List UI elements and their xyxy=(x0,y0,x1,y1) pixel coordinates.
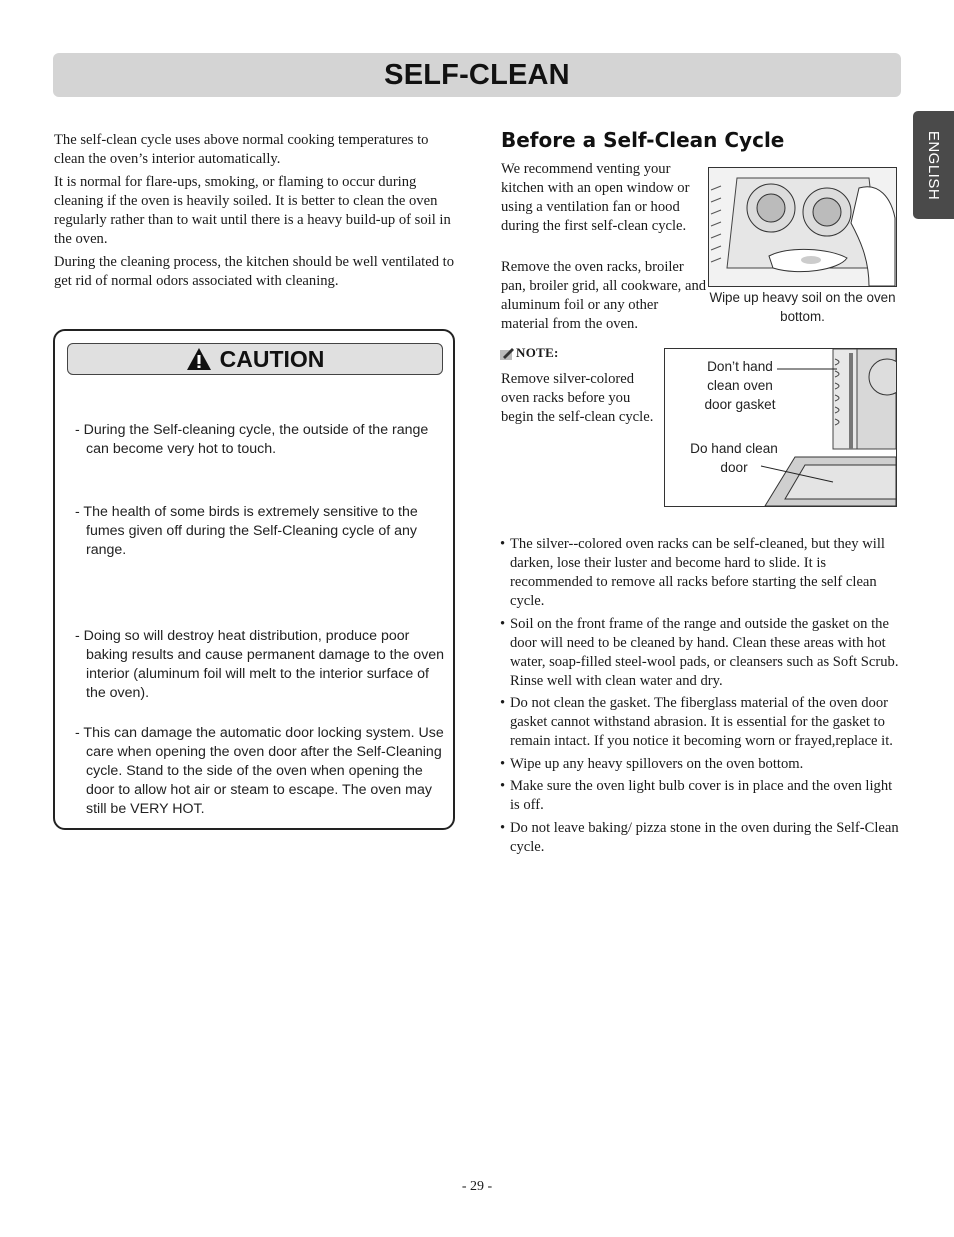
intro-paragraph: During the cleaning process, the kitchen should be well ventilated to get rid of normal odors associated with cleaning. xyxy=(54,254,455,289)
remove-items-paragraph: Remove the oven racks, broiler pan, broiler grid, all cookware, and aluminum foil or any other material from the oven. xyxy=(501,259,707,332)
oven-door-gasket-illustration xyxy=(664,348,897,507)
language-tab-label: ENGLISH xyxy=(925,130,943,200)
list-item: • Make sure the oven light bulb cover is in place and the oven light is off. xyxy=(500,777,900,815)
list-item: • The silver--colored oven racks can be self-cleaned, but they will darken, lose their luster and become hard to slide. It is recommended to remove all racks before starting the self clean cycle. xyxy=(500,535,900,611)
gasket-label: Don’t hand clean oven door gasket xyxy=(704,359,776,412)
note-label xyxy=(500,345,559,361)
page-number: - 29 - xyxy=(461,1179,493,1194)
caution-item: - This can damage the automatic door locking system. Use care when opening the oven door after the Self-Cleaning cycle. Stand to the side of the oven when opening the door to allow hot air or steam to escape. The oven may still be VERY HOT. xyxy=(75,725,444,817)
language-tab xyxy=(913,111,954,219)
warning-triangle-icon xyxy=(186,347,212,371)
caution-box xyxy=(53,329,455,830)
figure1-caption: Wipe up heavy soil on the oven bottom. xyxy=(709,290,896,324)
oven-bottom-illustration xyxy=(708,167,897,287)
door-label: Do hand clean door xyxy=(690,441,778,475)
self-clean-tips-list xyxy=(500,535,900,861)
list-item: • Soil on the front frame of the range and outside the gasket on the door will need to be cleaned by hand. Clean these areas with hot water, soap-filled steel-wool pads, or cleansers such as Soft Scrub. Rinse well with clean water and dry. xyxy=(500,615,900,691)
intro-paragraph: The self-clean cycle uses above normal cooking temperatures to clean the oven’s interior automatically. xyxy=(54,132,429,167)
caution-title: CAUTION xyxy=(219,345,325,372)
note-title: NOTE: xyxy=(516,345,559,360)
caution-item: - The health of some birds is extremely sensitive to the fumes given off during the Self-Cleaning cycle of any range. xyxy=(75,504,418,558)
intro-paragraph: It is normal for flare-ups, smoking, or flaming to occur during cleaning if the oven is heavily soiled. It is better to clean the oven regularly rather than to wait until there is a heavy build-up of soil in the oven. xyxy=(54,174,451,247)
page-title: SELF-CLEAN xyxy=(384,58,570,91)
list-item: • Wipe up any heavy spillovers on the oven bottom. xyxy=(500,755,900,774)
note-text: Remove silver-colored oven racks before you begin the self-clean cycle. xyxy=(501,371,654,425)
list-item: • Do not clean the gasket. The fiberglass material of the oven door gasket cannot withstand abrasion. It is essential for the gasket to remain intact. If you notice it becoming worn or frayed,replace it. xyxy=(500,694,900,751)
note-pencil-icon xyxy=(500,346,514,360)
section-heading: Before a Self-Clean Cycle xyxy=(501,128,785,152)
caution-header xyxy=(67,343,443,375)
caution-item: - During the Self-cleaning cycle, the outside of the range can become very hot to touch. xyxy=(75,422,429,457)
list-item: • Do not leave baking/ pizza stone in the oven during the Self-Clean cycle. xyxy=(500,819,900,857)
intro-section xyxy=(54,131,456,295)
title-bar xyxy=(53,53,901,97)
caution-item: - Doing so will destroy heat distribution, produce poor baking results and cause permanent damage to the oven interior (aluminum foil will melt to the interior surface of the oven). xyxy=(75,628,445,701)
venting-paragraph: We recommend venting your kitchen with an open window or using a ventilation fan or hood during the first self-clean cycle. xyxy=(501,161,690,234)
